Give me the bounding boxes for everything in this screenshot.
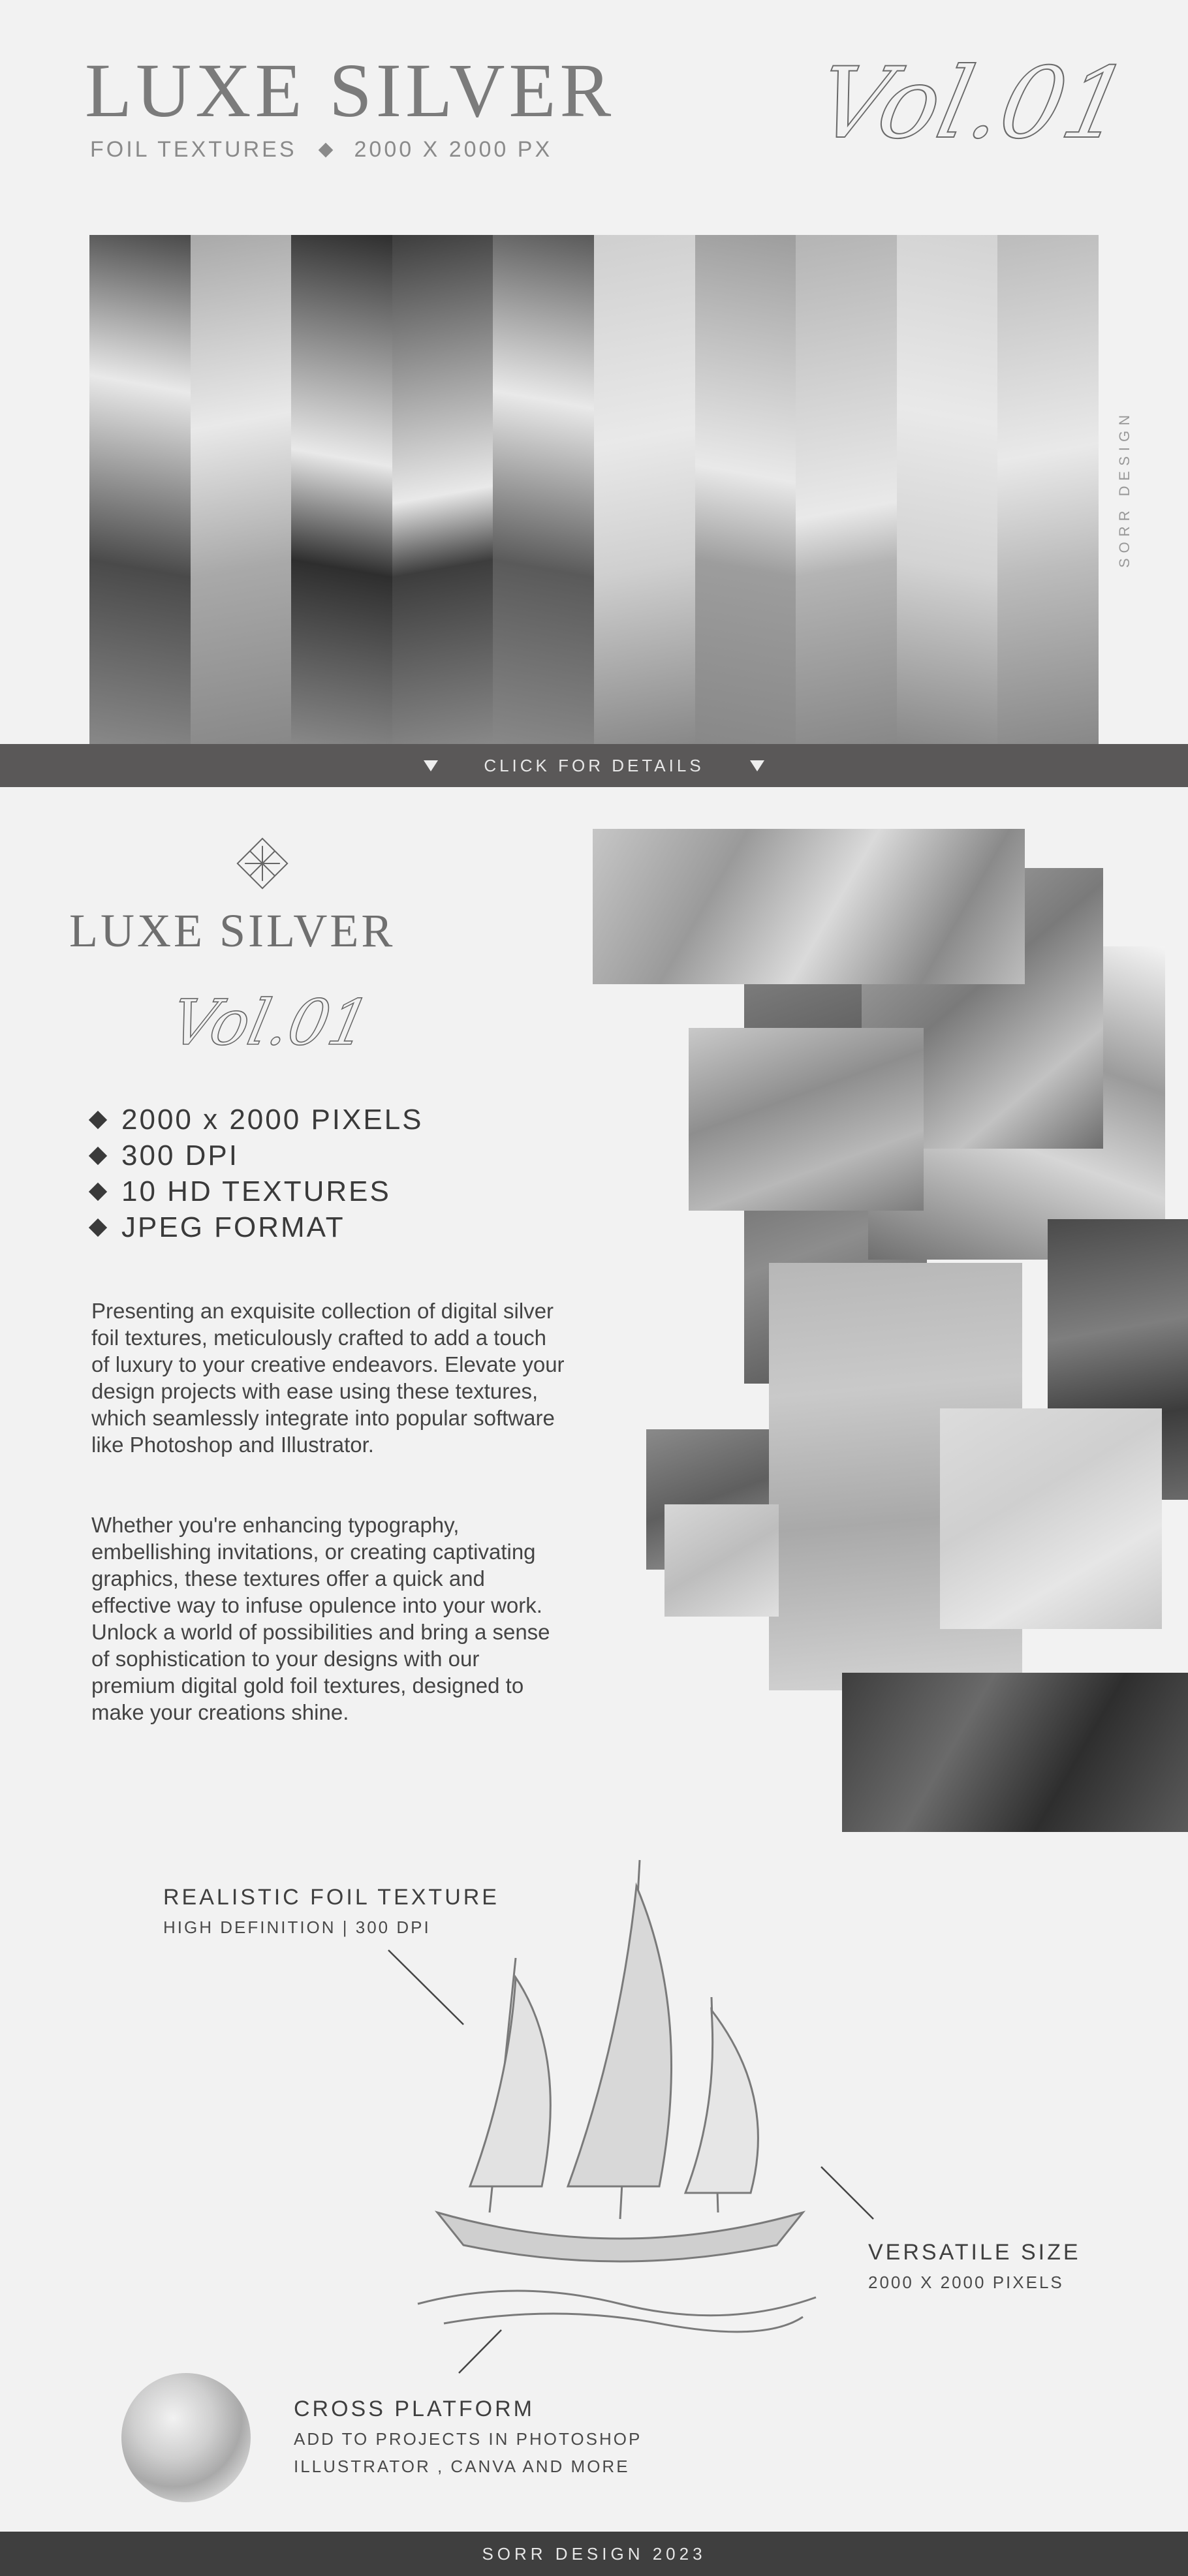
spec-label: JPEG FORMAT (121, 1211, 345, 1243)
texture-strip (392, 235, 493, 744)
feature-cross-sub-1: ADD TO PROJECTS IN PHOTOSHOP (294, 2429, 642, 2449)
texture-strips-preview (89, 235, 1099, 744)
texture-strip (291, 235, 392, 744)
foil-orb (121, 2373, 251, 2502)
details-bar[interactable] (0, 744, 1188, 787)
spec-label: 2000 x 2000 PIXELS (121, 1103, 424, 1136)
spec-label: 10 HD TEXTURES (121, 1175, 391, 1207)
feature-realistic-title: REALISTIC FOIL TEXTURE (163, 1885, 499, 1910)
collage-tile (593, 829, 1025, 984)
feature-realistic-sub: HIGH DEFINITION | 300 DPI (163, 1917, 431, 1937)
header-subtitle-right: 2000 X 2000 PX (354, 137, 553, 162)
collage-tile (842, 1673, 1188, 1832)
product-title: LUXE SILVER (69, 905, 396, 957)
spec-item (91, 1209, 424, 1245)
header-volume-text: Vol.01 (807, 46, 1139, 161)
texture-strip (493, 235, 594, 744)
feature-versatile-sub: 2000 X 2000 PIXELS (868, 2273, 1064, 2292)
diamond-icon (89, 1110, 107, 1128)
spec-item (91, 1102, 424, 1138)
texture-strip (695, 235, 796, 744)
spec-item (91, 1138, 424, 1173)
description-paragraph-2: Whether you're enhancing typography, embellishing invitations, or creating captivating graphics, these textures offer a quick and effective way to infuse opulence into your work. Unlock a world of possibilities and bring a sense of sophistication to your designs with our premium digital gold foil textures, designed to make your creations shine. (91, 1513, 550, 1724)
footer-text: SORR DESIGN 2023 (482, 2543, 706, 2564)
texture-strip (89, 235, 191, 744)
callout-line (821, 2167, 873, 2219)
diamond-icon (318, 142, 333, 157)
description-paragraph-1: Presenting an exquisite collection of digital silver foil textures, meticulously crafted to add a touch of luxury to your creative endeavors. Elevate your design projects with ease using these textures, which seamlessly integrate into popular software like Photoshop and Illustrator. (91, 1299, 565, 1457)
diamond-icon (89, 1182, 107, 1200)
brand-logo-icon (233, 834, 292, 893)
header-volume (807, 26, 1139, 170)
texture-strip (796, 235, 897, 744)
details-bar-label[interactable]: CLICK FOR DETAILS (484, 755, 704, 775)
texture-strip (594, 235, 695, 744)
diamond-icon (89, 1146, 107, 1164)
header-subtitle (90, 137, 552, 163)
texture-strip (191, 235, 292, 744)
texture-strip (897, 235, 998, 744)
collage-tile (940, 1408, 1162, 1629)
ship-illustration (411, 1847, 829, 2350)
collage-tile (689, 1028, 924, 1211)
product-volume (164, 972, 377, 1059)
spec-item (91, 1173, 424, 1209)
feature-versatile-title: VERSATILE SIZE (868, 2240, 1081, 2265)
header-title: LUXE SILVER (85, 48, 616, 133)
collage-tile (664, 1504, 779, 1617)
footer (0, 2532, 1188, 2576)
side-brand-label: SORR DESIGN (1116, 409, 1133, 568)
diamond-icon (89, 1218, 107, 1236)
product-volume-text: Vol.01 (164, 985, 377, 1059)
feature-cross-sub-2: ILLUSTRATOR , CANVA AND MORE (294, 2457, 630, 2476)
texture-strip (997, 235, 1099, 744)
spec-list (91, 1102, 424, 1245)
triangle-down-icon (750, 760, 764, 771)
triangle-down-icon (424, 760, 438, 771)
feature-cross-title: CROSS PLATFORM (294, 2397, 535, 2421)
header-subtitle-left: FOIL TEXTURES (90, 137, 297, 162)
spec-label: 300 DPI (121, 1139, 239, 1172)
